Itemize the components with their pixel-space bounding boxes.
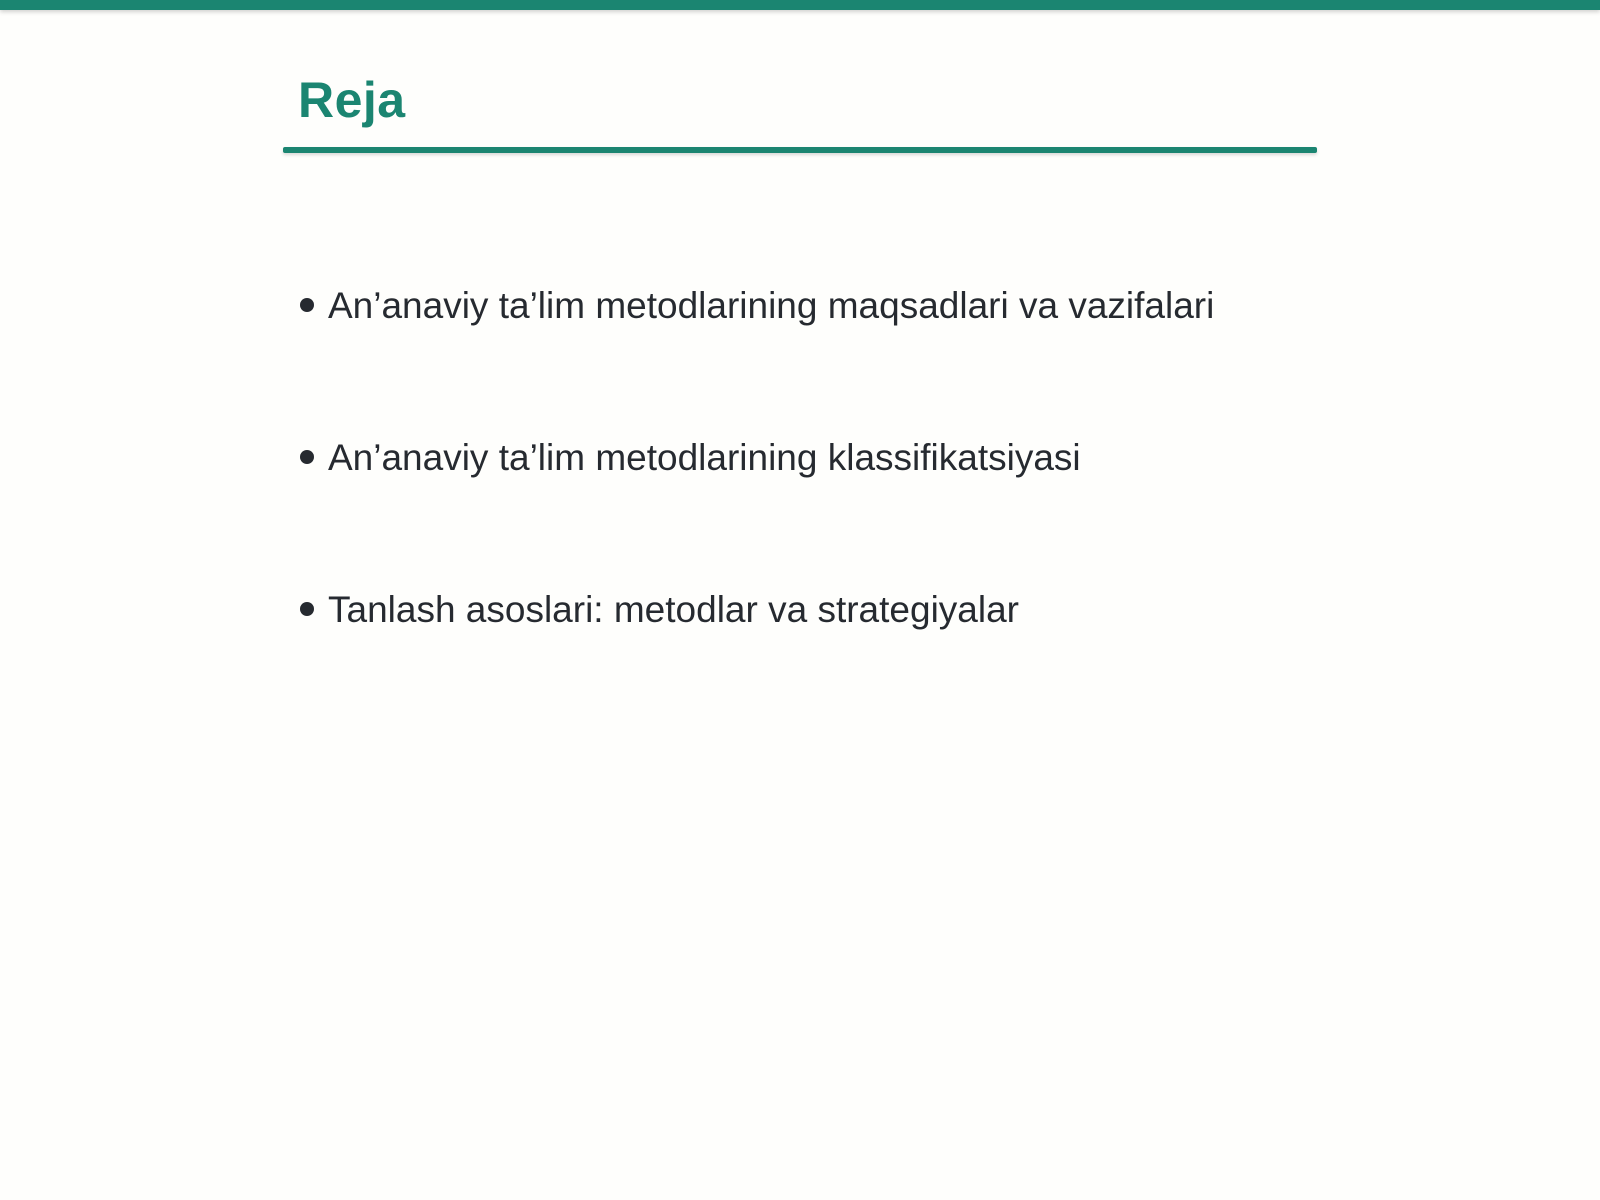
slide-title: Reja <box>298 72 406 128</box>
bullet-dot-icon <box>300 602 314 616</box>
bullet-item <box>300 585 1019 635</box>
bullet-text: An’anaviy ta’lim metodlarining maqsadlari va vazifalari <box>328 285 1215 326</box>
title-underline <box>283 147 1317 153</box>
bullet-item <box>300 433 1081 483</box>
bullet-item <box>300 281 1214 331</box>
top-accent-bar <box>0 0 1600 10</box>
bullet-text: An’anaviy ta’lim metodlarining klassifikatsiyasi <box>328 437 1081 478</box>
bullet-dot-icon <box>300 450 314 464</box>
bullet-dot-icon <box>300 298 314 312</box>
bullet-text: Tanlash asoslari: metodlar va strategiyalar <box>328 589 1019 630</box>
